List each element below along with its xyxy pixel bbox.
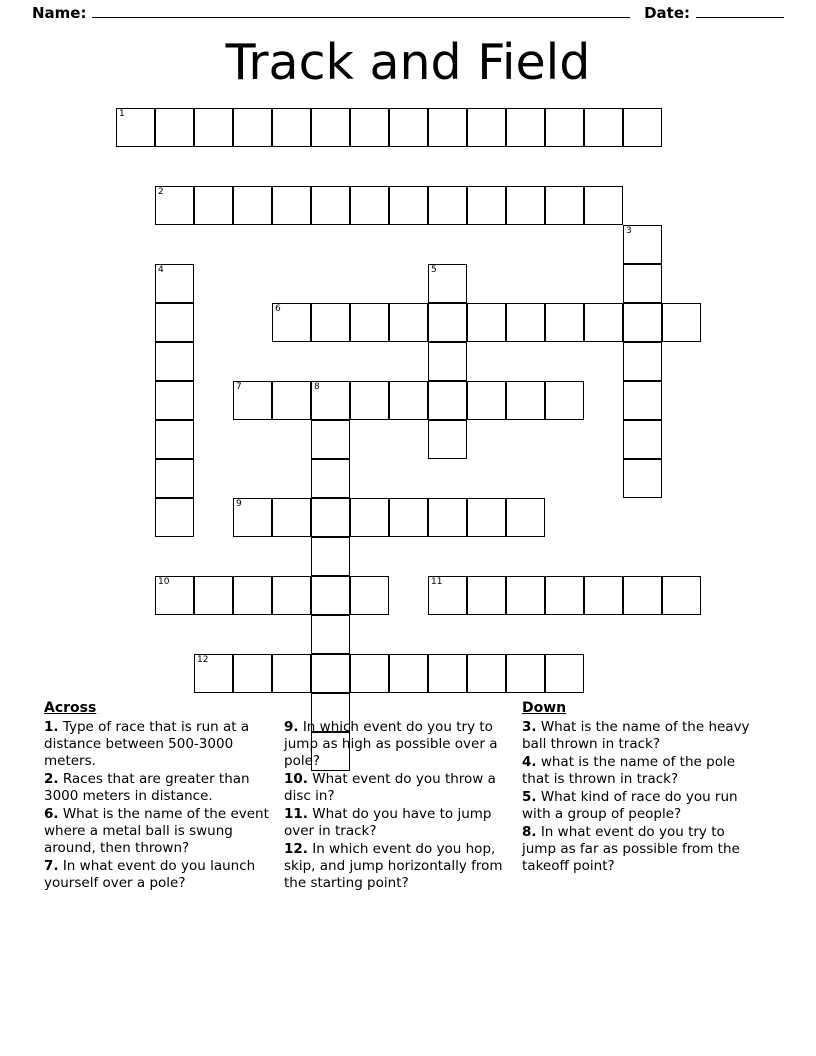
clue-text: what is the name of the pole that is thrown in track? — [522, 754, 736, 787]
crossword-cell[interactable] — [155, 498, 194, 537]
cell-number: 7 — [236, 382, 242, 392]
crossword-cell[interactable] — [584, 303, 623, 342]
crossword-cell[interactable] — [233, 381, 272, 420]
crossword-cell[interactable] — [428, 654, 467, 693]
crossword-cell[interactable] — [389, 654, 428, 693]
clue-across-11 — [284, 806, 514, 840]
crossword-cell[interactable] — [428, 303, 467, 342]
crossword-cell[interactable] — [155, 264, 194, 303]
crossword-cell[interactable] — [233, 498, 272, 537]
crossword-cell[interactable] — [428, 186, 467, 225]
crossword-cell[interactable] — [155, 303, 194, 342]
crossword-cell[interactable] — [623, 420, 662, 459]
crossword-cell[interactable] — [506, 576, 545, 615]
crossword-cell[interactable] — [623, 459, 662, 498]
crossword-cell[interactable] — [545, 381, 584, 420]
crossword-cell[interactable] — [155, 420, 194, 459]
clue-number: 8. — [522, 824, 537, 840]
crossword-cell[interactable] — [311, 498, 350, 537]
clue-down-3 — [522, 719, 762, 753]
clue-across-7 — [44, 858, 276, 892]
crossword-cell[interactable] — [623, 576, 662, 615]
crossword-cell[interactable] — [272, 381, 311, 420]
crossword-cell[interactable] — [272, 498, 311, 537]
cell-number: 8 — [314, 382, 320, 392]
crossword-cell[interactable] — [662, 576, 701, 615]
clue-down-4 — [522, 754, 762, 788]
cell-number: 11 — [431, 577, 443, 587]
cell-number: 9 — [236, 499, 242, 509]
clue-number: 10. — [284, 771, 308, 787]
clue-text: What event do you throw a disc in? — [284, 771, 496, 804]
crossword-cell[interactable] — [584, 108, 623, 147]
clue-across-6 — [44, 806, 276, 857]
crossword-cell[interactable] — [311, 576, 350, 615]
crossword-cell[interactable] — [623, 225, 662, 264]
crossword-cell[interactable] — [623, 108, 662, 147]
cell-number: 12 — [197, 655, 209, 665]
crossword-cell[interactable] — [350, 654, 389, 693]
crossword-cell[interactable] — [389, 303, 428, 342]
cell-number: 3 — [626, 226, 632, 236]
clue-text: In which event do you try to jump as high as possible over a pole? — [284, 719, 498, 769]
name-write-line[interactable] — [92, 16, 630, 18]
crossword-cell[interactable] — [311, 108, 350, 147]
crossword-cell[interactable] — [155, 459, 194, 498]
crossword-cell[interactable] — [311, 420, 350, 459]
crossword-cell[interactable] — [467, 498, 506, 537]
crossword-cell[interactable] — [506, 108, 545, 147]
clue-number: 2. — [44, 771, 59, 787]
clue-text: What do you have to jump over in track? — [284, 806, 492, 839]
across-heading: Across — [44, 700, 97, 716]
clue-number: 5. — [522, 789, 537, 805]
crossword-cell[interactable] — [506, 186, 545, 225]
date-label: Date: — [644, 4, 690, 22]
crossword-cell[interactable] — [545, 186, 584, 225]
clue-number: 11. — [284, 806, 308, 822]
crossword-cell[interactable] — [350, 498, 389, 537]
column-spacer — [284, 700, 514, 719]
name-label: Name: — [32, 4, 87, 22]
crossword-cell[interactable] — [506, 381, 545, 420]
clues-column-3 — [522, 700, 770, 893]
crossword-cell[interactable] — [623, 264, 662, 303]
clue-down-8 — [522, 824, 762, 875]
crossword-cell[interactable] — [506, 654, 545, 693]
crossword-cell[interactable] — [350, 381, 389, 420]
clue-across-12 — [284, 841, 514, 892]
clue-number: 3. — [522, 719, 537, 735]
clue-text: In which event do you hop, skip, and jump horizontally from the starting point? — [284, 841, 503, 891]
crossword-cell[interactable] — [428, 342, 467, 381]
crossword-cell[interactable] — [428, 264, 467, 303]
crossword-cell[interactable] — [467, 108, 506, 147]
crossword-cell[interactable] — [662, 303, 701, 342]
clue-text: What kind of race do you run with a group of people? — [522, 789, 738, 822]
clue-across-2 — [44, 771, 276, 805]
crossword-cell[interactable] — [506, 303, 545, 342]
crossword-cell[interactable] — [506, 498, 545, 537]
crossword-cell[interactable] — [194, 186, 233, 225]
clue-across-1 — [44, 719, 276, 770]
crossword-cell[interactable] — [584, 186, 623, 225]
crossword-cell[interactable] — [233, 576, 272, 615]
crossword-cell[interactable] — [311, 654, 350, 693]
crossword-cell[interactable] — [350, 576, 389, 615]
clue-across-10 — [284, 771, 514, 805]
clues-section — [44, 700, 780, 893]
crossword-cell[interactable] — [428, 498, 467, 537]
down-heading: Down — [522, 700, 567, 716]
crossword-cell[interactable] — [272, 108, 311, 147]
page-title: Track and Field — [225, 34, 591, 91]
crossword-cell[interactable] — [311, 303, 350, 342]
header — [32, 4, 784, 22]
crossword-cell[interactable] — [311, 615, 350, 654]
crossword-cell[interactable] — [389, 498, 428, 537]
clue-across-9 — [284, 719, 514, 770]
clue-number: 6. — [44, 806, 59, 822]
crossword-cell[interactable] — [545, 108, 584, 147]
crossword-cell[interactable] — [194, 576, 233, 615]
crossword-cell[interactable] — [389, 186, 428, 225]
clue-text: In what event do you try to jump as far as possible from the takeoff point? — [522, 824, 740, 874]
cell-number: 1 — [119, 109, 125, 119]
crossword-grid[interactable] — [116, 108, 716, 688]
crossword-cell[interactable] — [545, 303, 584, 342]
crossword-cell[interactable] — [311, 381, 350, 420]
clue-number: 7. — [44, 858, 59, 874]
crossword-cell[interactable] — [350, 108, 389, 147]
crossword-cell[interactable] — [233, 108, 272, 147]
crossword-cell[interactable] — [350, 303, 389, 342]
cell-number: 4 — [158, 265, 164, 275]
crossword-cell[interactable] — [272, 654, 311, 693]
cell-number: 10 — [158, 577, 170, 587]
clue-number: 9. — [284, 719, 299, 735]
crossword-cell[interactable] — [155, 576, 194, 615]
crossword-cell[interactable] — [194, 108, 233, 147]
crossword-cell[interactable] — [311, 459, 350, 498]
crossword-cell[interactable] — [233, 186, 272, 225]
crossword-cell[interactable] — [428, 381, 467, 420]
crossword-cell[interactable] — [467, 654, 506, 693]
clue-text: Races that are greater than 3000 meters in distance. — [44, 771, 250, 804]
crossword-cell[interactable] — [194, 654, 233, 693]
clue-down-5 — [522, 789, 762, 823]
crossword-cell[interactable] — [155, 186, 194, 225]
crossword-cell[interactable] — [272, 576, 311, 615]
crossword-cell[interactable] — [116, 108, 155, 147]
crossword-cell[interactable] — [428, 108, 467, 147]
crossword-cell[interactable] — [155, 342, 194, 381]
crossword-cell[interactable] — [311, 537, 350, 576]
crossword-cell[interactable] — [467, 303, 506, 342]
crossword-cell[interactable] — [272, 303, 311, 342]
crossword-cell[interactable] — [428, 576, 467, 615]
date-write-line[interactable] — [696, 16, 784, 18]
crossword-cell[interactable] — [233, 654, 272, 693]
clue-text: What is the name of the event where a metal ball is swung around, then thrown? — [44, 806, 269, 856]
crossword-cell[interactable] — [545, 654, 584, 693]
clue-text: Type of race that is run at a distance between 500-3000 meters. — [44, 719, 250, 769]
cell-number: 5 — [431, 265, 437, 275]
crossword-cell[interactable] — [584, 576, 623, 615]
crossword-cell[interactable] — [311, 186, 350, 225]
cell-number: 6 — [275, 304, 281, 314]
clue-number: 12. — [284, 841, 308, 857]
crossword-cell[interactable] — [389, 108, 428, 147]
clues-column-2 — [284, 700, 522, 893]
crossword-cell[interactable] — [467, 576, 506, 615]
crossword-cell[interactable] — [272, 186, 311, 225]
crossword-cell[interactable] — [467, 381, 506, 420]
cell-number: 2 — [158, 187, 164, 197]
crossword-cell[interactable] — [623, 381, 662, 420]
crossword-cell[interactable] — [155, 381, 194, 420]
clue-number: 1. — [44, 719, 59, 735]
clue-text: In what event do you launch yourself over a pole? — [44, 858, 256, 891]
crossword-cell[interactable] — [155, 108, 194, 147]
crossword-cell[interactable] — [623, 342, 662, 381]
crossword-cell[interactable] — [350, 186, 389, 225]
clue-text: What is the name of the heavy ball thrown in track? — [522, 719, 750, 752]
crossword-cell[interactable] — [467, 186, 506, 225]
clues-column-1 — [44, 700, 284, 893]
crossword-cell[interactable] — [428, 420, 467, 459]
crossword-cell[interactable] — [545, 576, 584, 615]
crossword-cell[interactable] — [389, 381, 428, 420]
clue-number: 4. — [522, 754, 537, 770]
crossword-cell[interactable] — [623, 303, 662, 342]
